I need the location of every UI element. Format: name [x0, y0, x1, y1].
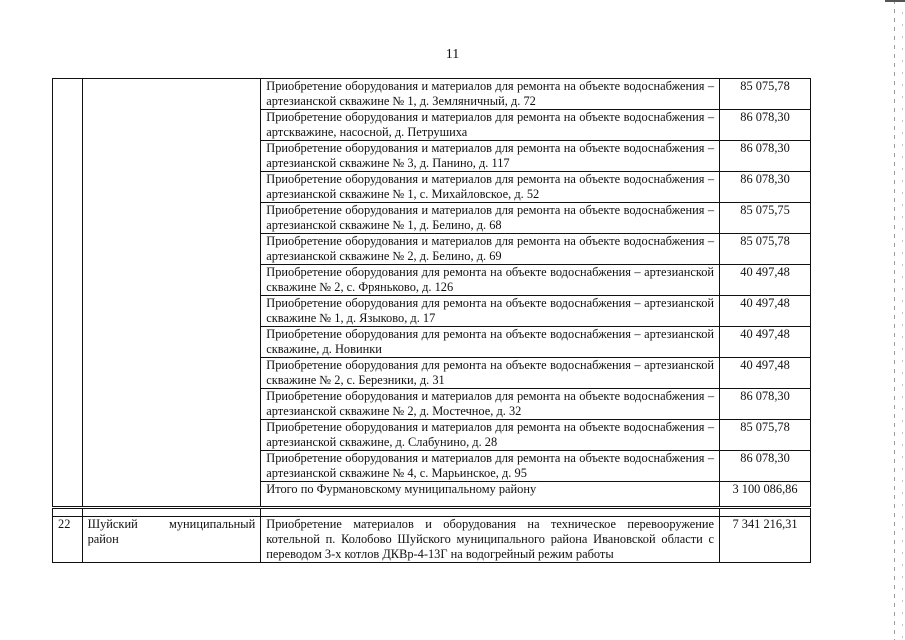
table-row — [53, 517, 811, 563]
budget-table-body — [53, 79, 811, 563]
amount-cell: 40 497,48 — [720, 265, 811, 296]
description-cell: Приобретение оборудования для ремонта на объекте водоснабжения – артезианской скважине № 1, д. Языково, д. 17 — [261, 296, 720, 327]
row-number-cell: 22 — [53, 517, 83, 563]
district-cell — [82, 79, 261, 508]
amount-cell: 86 078,30 — [720, 389, 811, 420]
amount-cell: 86 078,30 — [720, 172, 811, 203]
description-cell: Приобретение оборудования и материалов для ремонта на объекте водоснабжения – артскважине, насосной, д. Петрушиха — [261, 110, 720, 141]
description-cell: Приобретение оборудования и материалов для ремонта на объекте водоснабжения – артезианской скважине № 3, д. Панино, д. 117 — [261, 141, 720, 172]
description-cell: Приобретение оборудования и материалов для ремонта на объекте водоснабжения – артезианской скважине № 2, д. Мостечное, д. 32 — [261, 389, 720, 420]
description-cell: Приобретение оборудования и материалов для ремонта на объекте водоснабжения – артезианской скважине № 4, с. Марьинское, д. 95 — [261, 451, 720, 482]
table-row — [53, 79, 811, 110]
page-number: 11 — [445, 47, 460, 62]
amount-cell: 86 078,30 — [720, 141, 811, 172]
description-cell: Приобретение оборудования и материалов для ремонта на объекте водоснабжения – артезианской скважине № 1, д. Земляничный, д. 72 — [261, 79, 720, 110]
amount-cell: 85 075,78 — [720, 79, 811, 110]
description-cell: Приобретение оборудования и материалов для ремонта на объекте водоснабжения – артезианской скважине № 1, д. Белино, д. 68 — [261, 203, 720, 234]
scan-corner-mark — [885, 0, 905, 2]
amount-cell: 40 497,48 — [720, 296, 811, 327]
amount-cell: 85 075,78 — [720, 420, 811, 451]
description-cell: Приобретение материалов и оборудования на техническое перевооружение котельной п. Колобово Шуйского муниципального района Ивановской области с переводом 3-х котлов ДКВр-4-13Г на водогрейный режим работы — [261, 517, 720, 563]
district-cell: Шуйский муниципальный район — [82, 517, 261, 563]
row-number-cell — [53, 79, 83, 508]
amount-cell: 86 078,30 — [720, 110, 811, 141]
description-cell: Приобретение оборудования для ремонта на объекте водоснабжения – артезианской скважине № 2, с. Фряньково, д. 126 — [261, 265, 720, 296]
description-cell: Приобретение оборудования и материалов для ремонта на объекте водоснабжения – артезианской скважине № 1, с. Михайловское, д. 52 — [261, 172, 720, 203]
description-cell: Приобретение оборудования и материалов для ремонта на объекте водоснабжения – артезианской скважине № 2, д. Белино, д. 69 — [261, 234, 720, 265]
scan-edge-line-outer — [902, 0, 903, 640]
description-cell: Приобретение оборудования и материалов для ремонта на объекте водоснабжения – артезианской скважине, д. Слабунино, д. 28 — [261, 420, 720, 451]
amount-cell: 40 497,48 — [720, 327, 811, 358]
amount-cell: 86 078,30 — [720, 451, 811, 482]
section-separator — [53, 508, 811, 517]
amount-cell: 85 075,75 — [720, 203, 811, 234]
budget-table — [52, 78, 811, 563]
amount-cell: 85 075,78 — [720, 234, 811, 265]
total-amount: 3 100 086,86 — [720, 482, 811, 508]
amount-cell: 40 497,48 — [720, 358, 811, 389]
scan-edge-line — [894, 0, 895, 640]
description-cell: Приобретение оборудования для ремонта на объекте водоснабжения – артезианской скважине, д. Новинки — [261, 327, 720, 358]
total-label: Итого по Фурмановскому муниципальному району — [261, 482, 720, 508]
description-cell: Приобретение оборудования для ремонта на объекте водоснабжения – артезианской скважине № 2, с. Березники, д. 31 — [261, 358, 720, 389]
amount-cell: 7 341 216,31 — [720, 517, 811, 563]
